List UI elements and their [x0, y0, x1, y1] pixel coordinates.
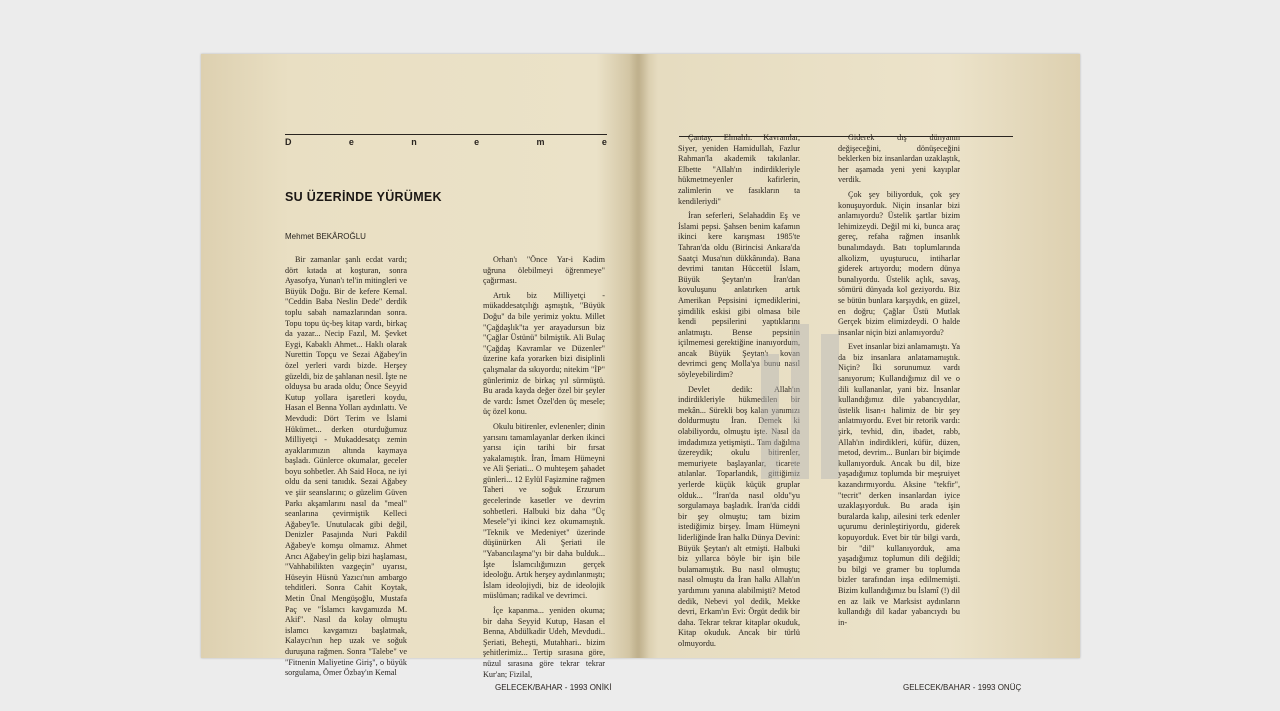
left-page-footer: GELECEK/BAHAR - 1993 ONİKİ: [495, 683, 612, 692]
paragraph: Çok şey biliyorduk, çok şey konuşuyorduk. Niçin insanlar bizi anlamıyordu? Üstelik şartlar bizim lehimizeydi. Değil mi ki, bunca araç gereç, refaha rağmen insanlık bunalımdaydı. Batı toplumlarında alkolizm, uyuşturucu, intiharlar giderek artıyordu; modern dünya bunalıyordu. Üstelik açlık, savaş, sömürü dünyada kol geziyordu. Biz se bütün bunlara karşıydık, en güzel, en doğru; Çağlar Üstü Mutlak Gerçek bizim elimizdeydi. O halde insanlar niçin bizi anlamıyordu?: [838, 189, 960, 337]
column-2: [483, 255, 605, 679]
left-header-rule: [285, 134, 607, 135]
watermark-logo: [761, 324, 871, 479]
paragraph: Orhan'ı "Önce Yar-i Kadim uğruna ölebilmeyi öğrenmeye" çağırması.: [483, 255, 605, 286]
paragraph: Artık biz Milliyetçi - mükaddesatçılığı aşmıştık, "Büyük Doğu" da bile yerimiz yoktu. Millet "Çağdaşlık"ta yer arayadursun biz "Çağlar Üstünü" bilmiştik. Ali Bulaç "Çağdaş Kavramlar ve Düzenler" üzerine kafa yorarken bizi disiplinli çalışmalar da sıkıyordu; nitekim "İP" günlerimiz de birkaç yıl sürmüştü. Bu arada kayda değer özel bir şeyler de vardı: İsmet Özel'den üç mesele; üç özel konu.: [483, 290, 605, 417]
column-1: [285, 255, 407, 679]
section-kicker: [285, 137, 607, 147]
article-title: SU ÜZERİNDE YÜRÜMEK: [285, 190, 442, 204]
magazine-spread: [201, 54, 1080, 692]
kicker-letter: D: [285, 137, 292, 147]
kicker-letter: e: [348, 137, 354, 147]
kicker-letter: e: [601, 137, 607, 147]
kicker-letter: e: [474, 137, 480, 147]
paragraph: Giderek dış dünyanın değişeceğini, dönüşeceğini beklerken biz insanlardan uzaklaştık, her aşamada yeni yeni kayıplar verdik.: [838, 133, 960, 185]
paragraph: Bir zamanlar şanlı ecdat vardı; dört kıtada at koşturan, sonra Ayasofya, Yunan'ı tel'in mitingleri ve Büyük Doğu. Bir de kefere Kemal. "Ceddin Baba Neslin Dede" derdik toplu sabah namazlarından sonra. Topu topu üç-beş kitap vardı, birkaç da yazar... Necip Fazıl, M. Şevket Eygi, Kabaklı Ahmet... Haklı olarak Nurettin Topçu ve Sezai Ağabey'in özel yerleri vardı bizde. Herşey güzeldi, biz de şahlanan nesil. İşte ne olduysa bu arada oldu; Önce Seyyid Kutup yollara işaretleri koydu, Hasan el Benna Yolları aydınlattı. Ve Mevdudi: Dört Terim ve İslami Hükümet... derken oturduğumuz Milliyetçi - Mukaddesatçı zemin ayaklarımızın altında kaymaya başladı. Günlerce okumalar, geceler boyu sohbetler. Ah Said Hoca, ne iyi oldu da seni tanıdık. Sezai Ağabey ve şiir seanslarını; o güzelim Güven Parkı akşamlarını nasıl da "meal" seanlarına çevirmiştik Kelleci Ağabey'le. Unutulacak gibi değil, Denizler Pasajında Nuri Pakdil Ağabey'e komşu olmamız. Ahmet Arıcı Ağabey'in gelip bizi haşlaması, "Vahhabilikten vazgeçin" uyarısı, Hüseyin Hüsnü Yazıcı'nın ambargo tehditleri. Sonra Cahit Koytak, Metin Ünal Mengüşoğlu, Mustafa Paç ve "İslamcı kavgamızda M. Akif". Nasıl da kolay olmuştu islamcı kavgamızı başlatmak, Kalaycı'nın hep uzak ve soğuk duruşuna rağmen. Sonra "Talebe" ve "Fitnenin Maliyetine Giriş", o büyük sorgulama, Ömer Özbay'ın Kemal: [285, 255, 407, 678]
article-author: Mehmet BEKÂROĞLU: [285, 232, 366, 241]
paragraph: Devlet dedik: Allah'ın indirdikleriyle hükmedilen bir mekân... Sürekli boş kalan yanımızı doldurmuştu İran. Demek ki olabiliyordu, olmuştu işte. Nasıl da imdadımıza yetişmişti.. Tam dağılma üzereydik; okulu bitirenler, memuriyete başlayanlar, ticarete atılanlar. Toparlandık, gittiğimiz yerlerde küçük küçük gruplar olduk... "İran'da nasıl oldu"yu sorgulamaya başladık. İran'da ciddi bir şey olmuştu; tam bizim istediğimiz birşey. İmam Hümeyni liderliğinde İran halkı Dünya Devini: Büyük Şeytan'ı alt etmişti. Halbuki biz yıllarca böyle bir işin bile bulamamıştık. Bu nasıl olmuştu; nasıl olmuştu da İran halkı Allah'ın yardımını yanına alabilmişti? Metod dedik, Nebevi yol dedik, Mekke devri, Erkam'ın Evi: Örgüt dedik bir daha. Tekrar tekrar kitaplar okuduk, Kitap okuduk. Ancak bir türlü olmuyordu.: [678, 384, 800, 648]
kicker-letter: n: [411, 137, 417, 147]
paragraph: İran seferleri, Selahaddin Eş ve İslami pepsi. Şahsen benim kafamın ikinci kere karışması 1985'te Tahran'da oldu (Birincisi Ankara'da Saatçi Musa'nın dükkânında). Bana devrimi tanıtan Hüccetül İslam, Büyük Şeytan'ın İran'dan kovuluşunu anlatırken artık Amerikan Pepsisini içmediklerini, şimdilik eskisi gibi olmasa bile kendi pepsilerini yaptıklarını anlatmıştı. Bense pepsinin içilmemesi gerektiğine inanıyordum, ancak Büyük Şeytan'ı kovan devrimci genç Molla'ya bunu nasıl söyleyebilirdim?: [678, 211, 800, 380]
page-gutter: [629, 54, 649, 658]
paragraph: Çantay, Elmalılı. Kavramlar, Siyer, yeniden Hamidullah, Fazlur Rahman'la akademik takılanlar. Elbette "Allah'ın indirdikleriyle hükmetmeyenler kafirlerin, zalimlerin ve fasıkların ta kendileriydi": [678, 133, 800, 206]
right-page-footer: GELECEK/BAHAR - 1993 ONÜÇ: [903, 683, 1022, 692]
kicker-letter: m: [536, 137, 545, 147]
paragraph: İçe kapanma... yeniden okuma; bir daha Seyyid Kutup, Hasan el Benna, Abdülkadir Udeh, Mevdudi.. Şeriati, Beheşti, Mutahhari.. bizim şehitlerimiz... Tertip sırasına göre, nüzul sırasına göre tekrar tekrar Kur'an; Fizilal,: [483, 606, 605, 679]
paragraph: Evet insanlar bizi anlamamıştı. Ya da biz insanlara anlatamamıştık. Niçin? İki sorunumuz vardı sanıyorum; Kullandığımız dil ve o dili kullananlar, yani biz. İnsanlar kullandığımız dile yabancıydılar, üstelik lisan-ı halimiz de bir şey anlatmıyordu. Evet bir retorik vardı: şirk, tevhid, din, ibadet, rabb, Allah'ın indirdikleri, küfür, düzen, metod, devrim... Bunları bir biçimde kullanıyorduk. Ancak bu dil, bize yaşadığımız toplumda bir meşruiyet kazandırmıyordu. Aksine "tekfir", "tecrit" derken insanlardan iyice uzaklaşıyorduk. Bu arada işin buralarda kalıp, ailesini terk edenler uçurumu derinleştiriyordu, giderek kopuyorduk. Evet bir tür bilgi vardı, bir "dil" kullanıyorduk, ama yaşadığımız toplumun dili değildi; bu bilgi ve gramer bu toplumda bizler tarafından inşa edilmemişti. Bizim kullandığımız bu İslamî (!) dil en az laik ve Marksist aydınların kullandığı dil kadar yabancıydı bu in-: [838, 342, 960, 627]
paragraph: Okulu bitirenler, evlenenler; dinin yarısını tamamlayanlar derken ikinci yarısı için tarihi bir fırsat yakalamıştık. İran, İmam Hümeyni ve Ali Şeriati... O muhteşem şahadet günleri... 12 Eylül Faşizmine rağmen Taheri ve soğuk Erzurum gecelerinde kasetler ve devrim sohbetleri. Halbuki biz daha "Üç Mesele"yi ikinci kez okumamıştık. "Teknik ve Medeniyet" üzerinde düşünürken Ali Şeriati ile "Yabancılaşma"yı bir daha bulduk... İşte İslamcılığımızın gerçek ideoloğu. Artık herşey aydınlanmıştı; İslam ideolojiydi, biz de ideolojik müslüman; radikal ve devrimci.: [483, 421, 605, 601]
